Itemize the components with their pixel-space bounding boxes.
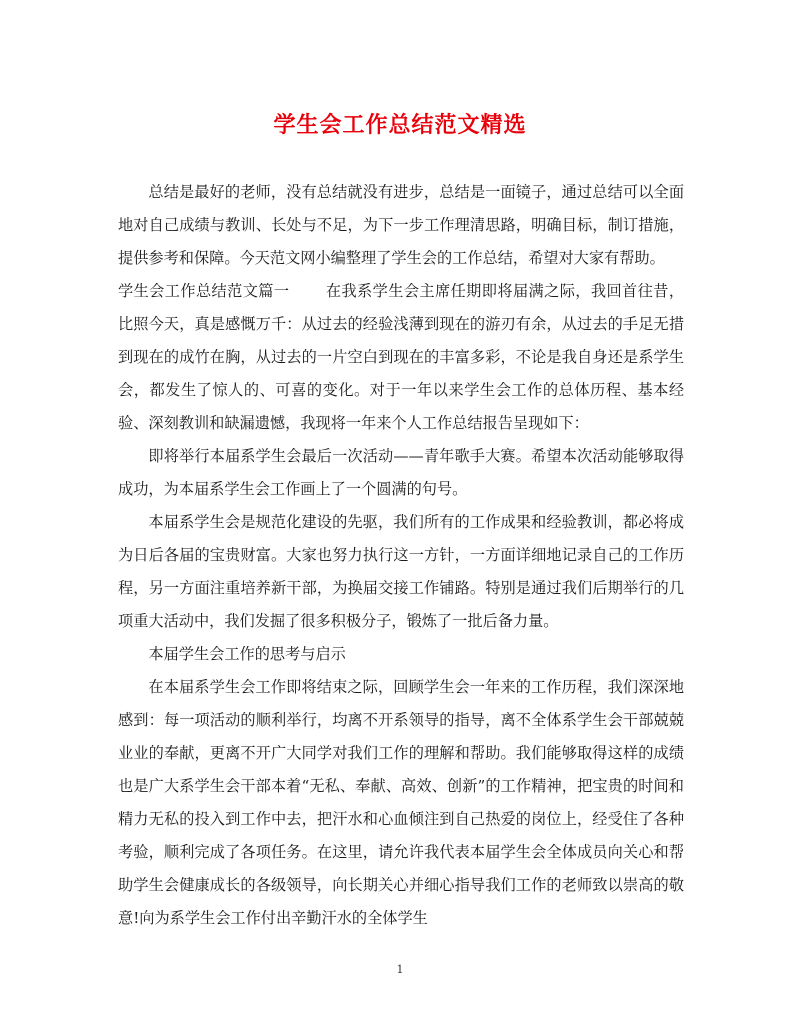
document-title: 学生会工作总结范文精选 (273, 112, 527, 138)
paragraph-4: 在本届系学生会工作即将结束之际，回顾学生会一年来的工作历程，我们深深地感到：每一项活动的顺利举行，均离不开系领导的指导，离不全体系学生会干部兢兢业业的奉献，更离不开广大同学对我们工作的理解和帮助。我们能够取得这样的成绩也是广大系学生会干部本着“无私、奉献、高效、创新”的工作精神，把宝贵的时间和精力无私的投入到工作中去，把汗水和心血倾注到自己热爱的岗位上，经受住了各种考验，顺利完成了各项任务。在这里，请允许我代表本届学生会全体成员向关心和帮助学生会健康成长的各级领导，向长期关心并细心指导我们工作的老师致以崇高的敬意!向为系学生会工作付出辛勤汗水的全体学生 (118, 678, 684, 927)
paragraph-3: 本届系学生会是规范化建设的先驱，我们所有的工作成果和经验教训，都必将成为日后各届的宝贵财富。大家也努力执行这一方针，一方面详细地记录自己的工作历程，另一方面注重培养新干部，为换届交接工作铺路。特别是通过我们后期举行的几项重大活动中，我们发掘了很多积极分子，锻炼了一批后备力量。 (118, 513, 684, 630)
section-subheading: 本届学生会工作的思考与启示 (148, 645, 346, 663)
section-one-heading: 学生会工作总结范文篇一 (118, 282, 290, 300)
section-one-text: 在我系学生会主席任期即将届满之际，我回首往昔，比照今天，真是感慨万千：从过去的经验浅薄到现在的游刃有余，从过去的手足无措到现在的成竹在胸，从过去的一片空白到现在的丰富多彩，不论是我自身还是系学生会，都发生了惊人的、可喜的变化。对于一年以来学生会工作的总体历程、基本经验、深刻教训和缺漏遗憾，我现将一年来个人工作总结报告呈现如下： (118, 282, 685, 432)
document-body (118, 176, 684, 935)
paragraph-2: 即将举行本届系学生会最后一次活动——青年歌手大赛。希望本次活动能够取得成功，为本届系学生会工作画上了一个圆满的句号。 (118, 447, 684, 498)
page-number: 1 (396, 963, 404, 976)
intro-paragraph: 总结是最好的老师，没有总结就没有进步，总结是一面镜子，通过总结可以全面地对自己成绩与教训、长处与不足，为下一步工作理清思路，明确目标，制订措施，提供参考和保障。今天范文网小编整理了学生会的工作总结，希望对大家有帮助。 (118, 183, 684, 267)
section-one-paragraph (118, 275, 684, 440)
